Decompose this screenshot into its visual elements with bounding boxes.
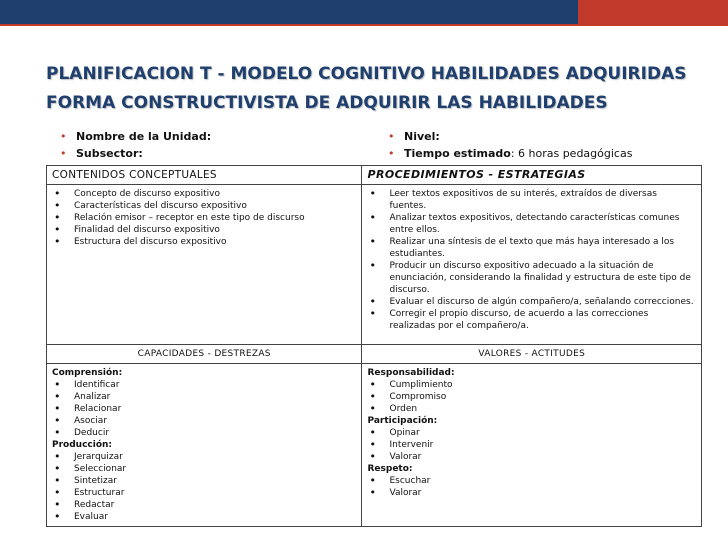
top-banner	[0, 0, 728, 24]
contenidos-cell	[47, 185, 362, 345]
list-item: • Orden	[367, 403, 696, 415]
list-item: • Escuchar	[367, 475, 696, 487]
produccion-list	[52, 451, 356, 523]
list-item: • Sintetizar	[52, 475, 356, 487]
produccion-label: Producción:	[52, 440, 113, 450]
planning-table	[46, 165, 702, 527]
list-item: • Concepto de discurso expositivo	[52, 188, 356, 200]
meta-left	[52, 128, 211, 162]
title-line-2: FORMA CONSTRUCTIVISTA DE ADQUIRIR LAS HABILIDADES	[46, 93, 608, 113]
list-item: • Finalidad del discurso expositivo	[52, 224, 356, 236]
participacion-list	[367, 427, 696, 463]
meta-subsector: • Subsector:	[60, 147, 143, 160]
bullet-icon: •	[388, 147, 395, 160]
content-row-bottom	[47, 364, 702, 527]
title-line-1: PLANIFICACION T - MODELO COGNITIVO HABILIDADES ADQUIRIDAS	[46, 64, 687, 84]
comprension-label: Comprensión:	[52, 368, 123, 378]
content-row-top	[47, 185, 702, 345]
list-item: • Estructura del discurso expositivo	[52, 236, 356, 248]
comprension-list	[52, 379, 356, 439]
list-item: • Deducir	[52, 427, 356, 439]
meta-nivel: • Nivel:	[388, 130, 440, 143]
responsabilidad-label: Responsabilidad:	[367, 368, 455, 378]
respeto-list	[367, 475, 696, 499]
procedimientos-cell	[362, 185, 702, 345]
list-item: • Intervenir	[367, 439, 696, 451]
list-item: • Seleccionar	[52, 463, 356, 475]
meta-right	[380, 128, 632, 162]
banner-divider	[0, 24, 728, 26]
list-item: • Jerarquizar	[52, 451, 356, 463]
header-procedimientos: PROCEDIMIENTOS - ESTRATEGIAS	[362, 166, 702, 185]
respeto-label: Respeto:	[367, 464, 413, 474]
list-item: • Compromiso	[367, 391, 696, 403]
top-banner-accent	[578, 0, 728, 24]
list-item: • Producir un discurso expositivo adecuado a la situación de enunciación, considerando la finalidad y estructura de este tipo de discurso.	[367, 260, 696, 296]
list-item: • Analizar	[52, 391, 356, 403]
responsabilidad-list	[367, 379, 696, 415]
list-item: • Relación emisor – receptor en este tipo de discurso	[52, 212, 356, 224]
list-item: • Evaluar	[52, 511, 356, 523]
bullet-icon: •	[388, 130, 395, 143]
meta-tiempo: • Tiempo estimado: 6 horas pedagógicas	[388, 147, 633, 160]
list-item: • Evaluar el discurso de algún compañero/a, señalando correcciones.	[367, 296, 696, 308]
list-item: • Opinar	[367, 427, 696, 439]
meta-unidad: • Nombre de la Unidad:	[60, 130, 212, 143]
contenidos-list	[52, 188, 356, 248]
bullet-icon: •	[60, 130, 67, 143]
list-item: • Cumplimiento	[367, 379, 696, 391]
list-item: • Redactar	[52, 499, 356, 511]
slide-title	[46, 60, 716, 118]
list-item: • Leer textos expositivos de su interés, extraídos de diversas fuentes.	[367, 188, 696, 212]
header-capacidades: CAPACIDADES - DESTREZAS	[47, 345, 362, 364]
bullet-icon: •	[60, 147, 67, 160]
list-item: • Relacionar	[52, 403, 356, 415]
list-item: • Asociar	[52, 415, 356, 427]
list-item: • Valorar	[367, 451, 696, 463]
valores-cell	[362, 364, 702, 527]
header-row-bottom	[47, 345, 702, 364]
header-valores: VALORES - ACTITUDES	[362, 345, 702, 364]
header-contenidos: CONTENIDOS CONCEPTUALES	[47, 166, 362, 185]
list-item: • Realizar una síntesis de el texto que más haya interesado a los estudiantes.	[367, 236, 696, 260]
list-item: • Analizar textos expositivos, detectando características comunes entre ellos.	[367, 212, 696, 236]
list-item: • Características del discurso expositivo	[52, 200, 356, 212]
list-item: • Estructurar	[52, 487, 356, 499]
header-row-top	[47, 166, 702, 185]
procedimientos-list	[367, 188, 696, 332]
capacidades-cell	[47, 364, 362, 527]
list-item: • Corregir el propio discurso, de acuerdo a las correcciones realizadas por el compañero/a.	[367, 308, 696, 332]
list-item: • Valorar	[367, 487, 696, 499]
list-item: • Identificar	[52, 379, 356, 391]
participacion-label: Participación:	[367, 416, 438, 426]
